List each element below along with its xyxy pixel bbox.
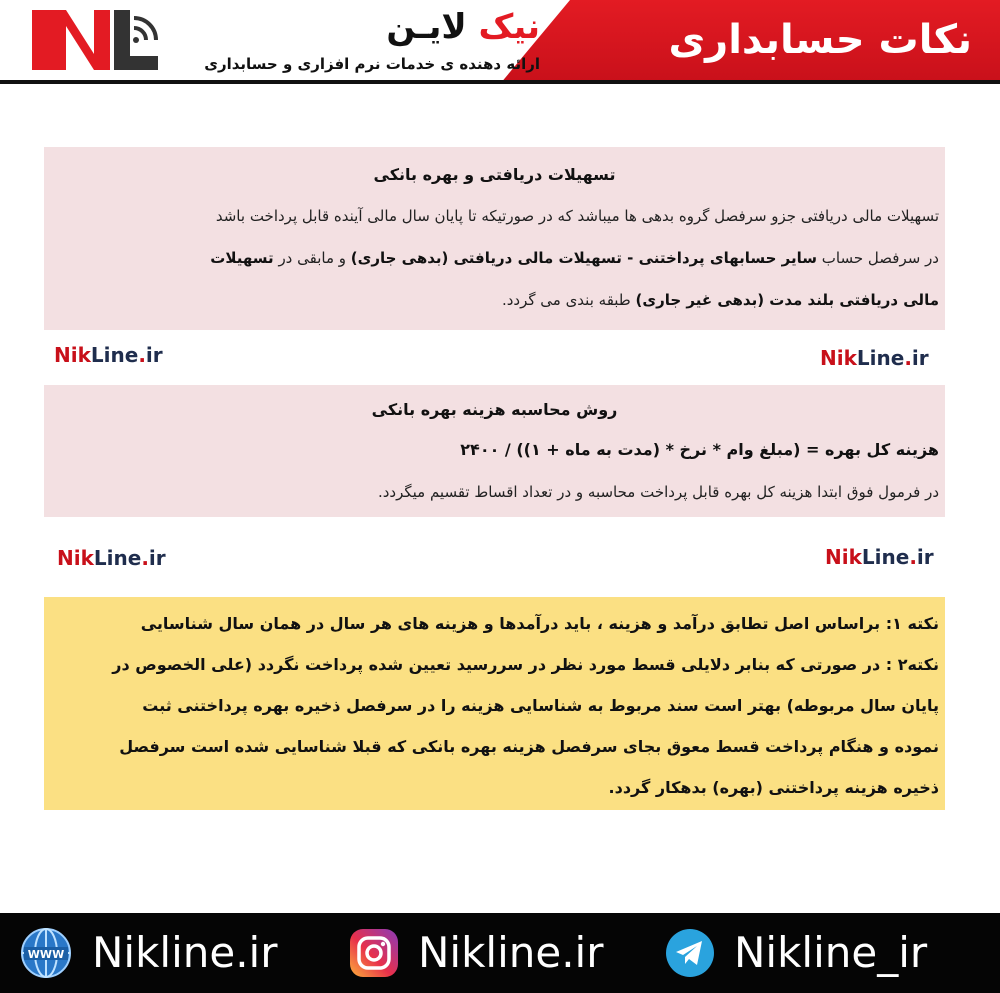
watermark-ir: ir (916, 545, 934, 569)
telegram-text: Nikline_ir (734, 928, 928, 977)
loans-line-3-a: مالی دریافتی بلند مدت (بدهی غیر جاری) (635, 291, 939, 309)
www-label: WWW (27, 948, 65, 961)
header-divider (0, 80, 1000, 84)
brand-block (160, 4, 540, 78)
watermark-ir: ir (145, 343, 163, 367)
watermark-2 (820, 346, 929, 370)
loans-line-2-b: سایر حسابهای پرداختنی - تسهیلات مالی دریافتی (بدهی جاری) (350, 249, 818, 267)
watermark-nik: Nik (57, 546, 94, 570)
page-header (0, 0, 1000, 84)
telegram-icon (664, 927, 716, 979)
brand-tagline: ارائه دهنده ی خدمات نرم افزاری و حسابداری (204, 55, 540, 73)
watermark-nik: Nik (825, 545, 862, 569)
loans-line-2-c: و مابقی در (273, 249, 351, 267)
watermark-dot: . (904, 346, 912, 370)
interest-formula: هزینه کل بهره = (مبلغ وام * نرخ * (مدت به ماه + ۱)) / ۲۴۰۰ (460, 440, 939, 459)
page-title: نکات حسابداری (668, 17, 972, 63)
watermark-ir: ir (911, 346, 929, 370)
interest-calc-title: روش محاسبه هزینه بهره بانکی (371, 400, 618, 419)
footer-bar (0, 913, 1000, 993)
website-text: Nikline.ir (92, 928, 278, 977)
watermark-ir: ir (148, 546, 166, 570)
loans-section-title: تسهیلات دریافتی و بهره بانکی (373, 165, 616, 184)
watermark-dot: . (138, 343, 146, 367)
globe-www-icon (20, 927, 72, 979)
watermark-line: Line (93, 546, 142, 570)
loans-line-2 (50, 237, 939, 279)
instagram-text: Nikline.ir (418, 928, 604, 977)
notes-section (44, 597, 945, 810)
watermark-nik: Nik (54, 343, 91, 367)
watermark-4 (825, 545, 934, 569)
watermark-line: Line (856, 346, 905, 370)
loans-line-1: تسهیلات مالی دریافتی جزو سرفصل گروه بدهی ها میباشد که در صورتیکه تا پایان سال مالی آینده قابل پرداخت باشد (215, 207, 939, 225)
watermark-dot: . (141, 546, 149, 570)
loans-line-3 (50, 279, 939, 321)
brand-name (386, 4, 540, 50)
note-line: نکته۲ : در صورتی که بنابر دلایلی قسط مورد نظر در سررسید تعیین شده پرداخت نگردد (علی الخصوص در (112, 655, 939, 674)
watermark-1 (54, 343, 163, 367)
note-line: ذخیره هزینه پرداختنی (بهره) بدهکار گردد. (608, 778, 939, 797)
nikline-logo-icon (30, 6, 160, 74)
interest-calc-section (44, 385, 945, 517)
watermark-3 (57, 546, 166, 570)
watermark-line: Line (861, 545, 910, 569)
loans-line-2-a: در سرفصل حساب (817, 249, 939, 267)
brand-name-red: نیک (478, 7, 540, 47)
instagram-icon (348, 927, 400, 979)
loans-section (44, 147, 945, 330)
note-line: نکته ۱: براساس اصل تطابق درآمد و هزینه ، باید درآمدها و هزینه های هر سال در همان سال شناسایی (140, 614, 939, 633)
watermark-dot: . (909, 545, 917, 569)
interest-calc-line: در فرمول فوق ابتدا هزینه کل بهره قابل پرداخت محاسبه و در تعداد اقساط تقسیم میگردد. (377, 483, 939, 501)
note-line: پایان سال مربوطه) بهتر است سند مربوط به شناسایی هزینه را در سرفصل ذخیره بهره پرداختنی ثبت (142, 696, 939, 715)
loans-line-3-b: طبقه بندی می گردد. (501, 291, 636, 309)
loans-line-2-d: تسهیلات (210, 249, 274, 267)
brand-name-black: لایـن (386, 7, 479, 47)
note-line: نموده و هنگام پرداخت قسط معوق بجای سرفصل هزینه بهره بانکی که قبلا شناسایی شده است سرفصل (119, 737, 939, 756)
watermark-nik: Nik (820, 346, 857, 370)
watermark-line: Line (90, 343, 139, 367)
